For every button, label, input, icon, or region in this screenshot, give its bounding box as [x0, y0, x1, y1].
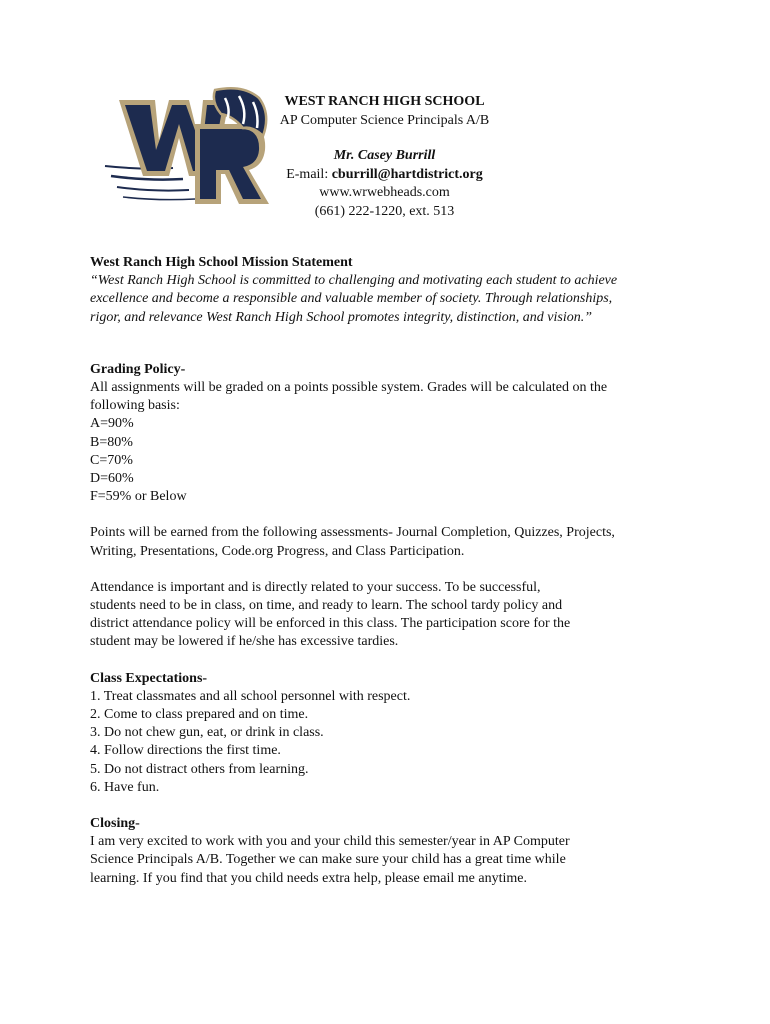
website-link[interactable]: www.wrwebheads.com: [319, 185, 450, 200]
school-name: WEST RANCH HIGH SCHOOL: [284, 94, 485, 109]
mission-line-1: “West Ranch High School is committed to challenging and motivating each student to achieve: [90, 273, 618, 289]
grade-scale-d: D=60%: [90, 471, 134, 487]
document-body: [90, 254, 680, 888]
closing-heading: Closing-: [90, 816, 140, 832]
grade-scale-f: F=59% or Below: [90, 489, 187, 505]
phone-number: (661) 222-1220, ext. 513: [314, 203, 455, 219]
points-line-2: Writing, Presentations, Code.org Progress, and Class Participation.: [90, 543, 465, 559]
email-label: E-mail:: [286, 166, 332, 182]
attendance-line-4: student may be lowered if he/she has excessive tardies.: [90, 634, 399, 650]
mission-line-2: excellence and become a responsible and valuable member of society. Through relationships,: [90, 291, 613, 307]
list-item: 6. Have fun.: [90, 779, 160, 795]
list-item: 4. Follow directions the first time.: [90, 743, 281, 759]
grading-section: [90, 361, 680, 652]
closing-line-1: I am very excited to work with you and your child this semester/year in AP Computer: [90, 834, 570, 850]
attendance-line-3: district attendance policy will be enforced in this class. The participation score for the: [90, 616, 571, 632]
email-address[interactable]: cburrill@hartdistrict.org: [331, 166, 483, 182]
attendance-line-2: students need to be in class, on time, and ready to learn. The school tardy policy and: [90, 598, 563, 614]
email-line: [232, 166, 537, 185]
list-item: 2. Come to class prepared and on time.: [90, 707, 309, 723]
course-name: AP Computer Science Principals A/B: [279, 112, 490, 128]
expectations-section: [90, 670, 680, 797]
teacher-name: Mr. Casey Burrill: [333, 148, 436, 163]
closing-section: [90, 815, 680, 888]
points-line-1: Points will be earned from the following assessments- Journal Completion, Quizzes, Projects,: [90, 525, 615, 541]
letterhead: [232, 93, 537, 221]
grading-intro-line-1: All assignments will be graded on a points possible system. Grades will be calculated on the: [90, 380, 608, 396]
mission-line-3: rigor, and relevance West Ranch High School promotes integrity, distinction, and vision.”: [90, 309, 593, 325]
mission-section: [90, 254, 680, 327]
mission-heading: West Ranch High School Mission Statement: [90, 255, 353, 270]
grade-scale-b: B=80%: [90, 434, 133, 450]
grading-intro-line-2: following basis:: [90, 398, 180, 414]
expectations-list: [90, 688, 680, 797]
closing-line-2: Science Principals A/B. Together we can make sure your child has a great time while: [90, 852, 566, 868]
grading-heading: Grading Policy-: [90, 361, 186, 377]
grade-scale-a: A=90%: [90, 416, 134, 432]
list-item: 1. Treat classmates and all school personnel with respect.: [90, 688, 411, 704]
attendance-line-1: Attendance is important and is directly related to your success. To be successful,: [90, 579, 541, 595]
expectations-heading: Class Expectations-: [90, 670, 208, 686]
list-item: 5. Do not distract others from learning.: [90, 761, 309, 777]
grade-scale-c: C=70%: [90, 452, 133, 468]
list-item: 3. Do not chew gun, eat, or drink in class.: [90, 725, 324, 741]
closing-line-3: learning. If you find that you child needs extra help, please email me anytime.: [90, 870, 527, 886]
